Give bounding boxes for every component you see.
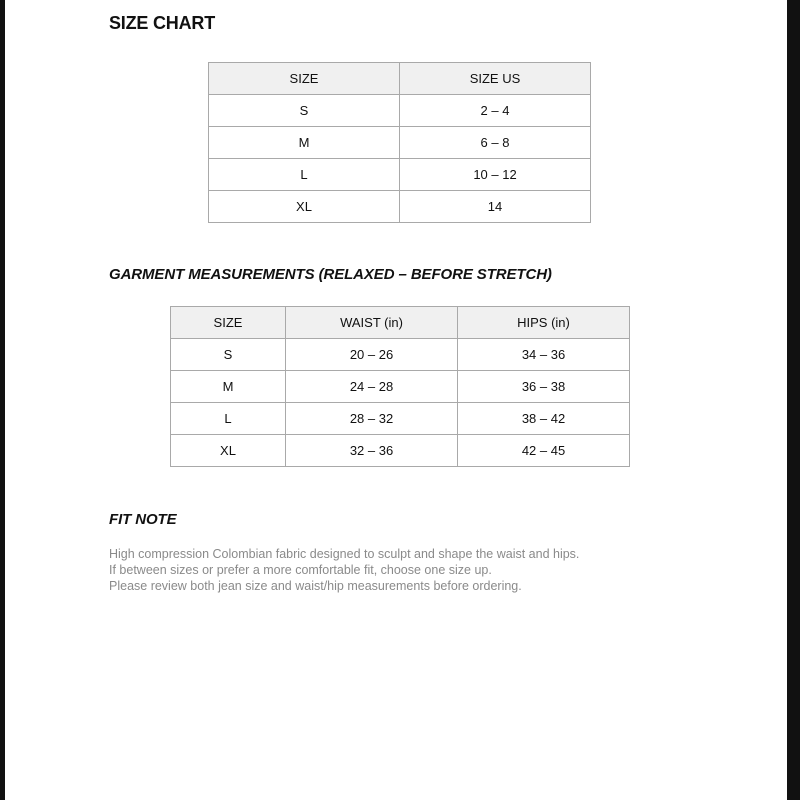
table-row (171, 371, 630, 403)
column-header-hips: HIPS (in) (458, 307, 630, 339)
cell-size: S (171, 339, 286, 371)
size-chart-table (208, 62, 591, 223)
column-header-size: SIZE (171, 307, 286, 339)
table-row (209, 159, 591, 191)
fit-note-line: If between sizes or prefer a more comfortable fit, choose one size up. (109, 563, 492, 577)
table-row (171, 339, 630, 371)
garment-measurements-table (170, 306, 630, 467)
table-row (209, 191, 591, 223)
fit-note-heading: FIT NOTE (109, 511, 177, 528)
page-title: SIZE CHART (109, 13, 216, 33)
table-row (171, 435, 630, 467)
fit-note-text (109, 546, 579, 594)
cell-waist: 32 – 36 (286, 435, 458, 467)
cell-size: S (209, 95, 400, 127)
cell-size: M (209, 127, 400, 159)
cell-waist: 24 – 28 (286, 371, 458, 403)
cell-size: XL (209, 191, 400, 223)
cell-size-us: 2 – 4 (400, 95, 591, 127)
cell-size: L (171, 403, 286, 435)
cell-size-us: 6 – 8 (400, 127, 591, 159)
cell-waist: 28 – 32 (286, 403, 458, 435)
cell-hips: 42 – 45 (458, 435, 630, 467)
cell-size-us: 14 (400, 191, 591, 223)
table-header-row (209, 63, 591, 95)
garment-measurements-heading: GARMENT MEASUREMENTS (RELAXED – BEFORE STRETCH) (109, 266, 552, 283)
cell-size: M (171, 371, 286, 403)
fit-note-line: High compression Colombian fabric designed to sculpt and shape the waist and hips. (109, 547, 580, 561)
left-edge-border (0, 0, 5, 800)
right-edge-border (787, 0, 800, 800)
column-header-size-us: SIZE US (400, 63, 591, 95)
cell-waist: 20 – 26 (286, 339, 458, 371)
cell-hips: 34 – 36 (458, 339, 630, 371)
table-header-row (171, 307, 630, 339)
cell-hips: 36 – 38 (458, 371, 630, 403)
cell-hips: 38 – 42 (458, 403, 630, 435)
cell-size-us: 10 – 12 (400, 159, 591, 191)
fit-note-line: Please review both jean size and waist/hip measurements before ordering. (109, 579, 522, 593)
cell-size: XL (171, 435, 286, 467)
column-header-size: SIZE (209, 63, 400, 95)
cell-size: L (209, 159, 400, 191)
column-header-waist: WAIST (in) (286, 307, 458, 339)
table-row (209, 95, 591, 127)
table-row (171, 403, 630, 435)
table-row (209, 127, 591, 159)
